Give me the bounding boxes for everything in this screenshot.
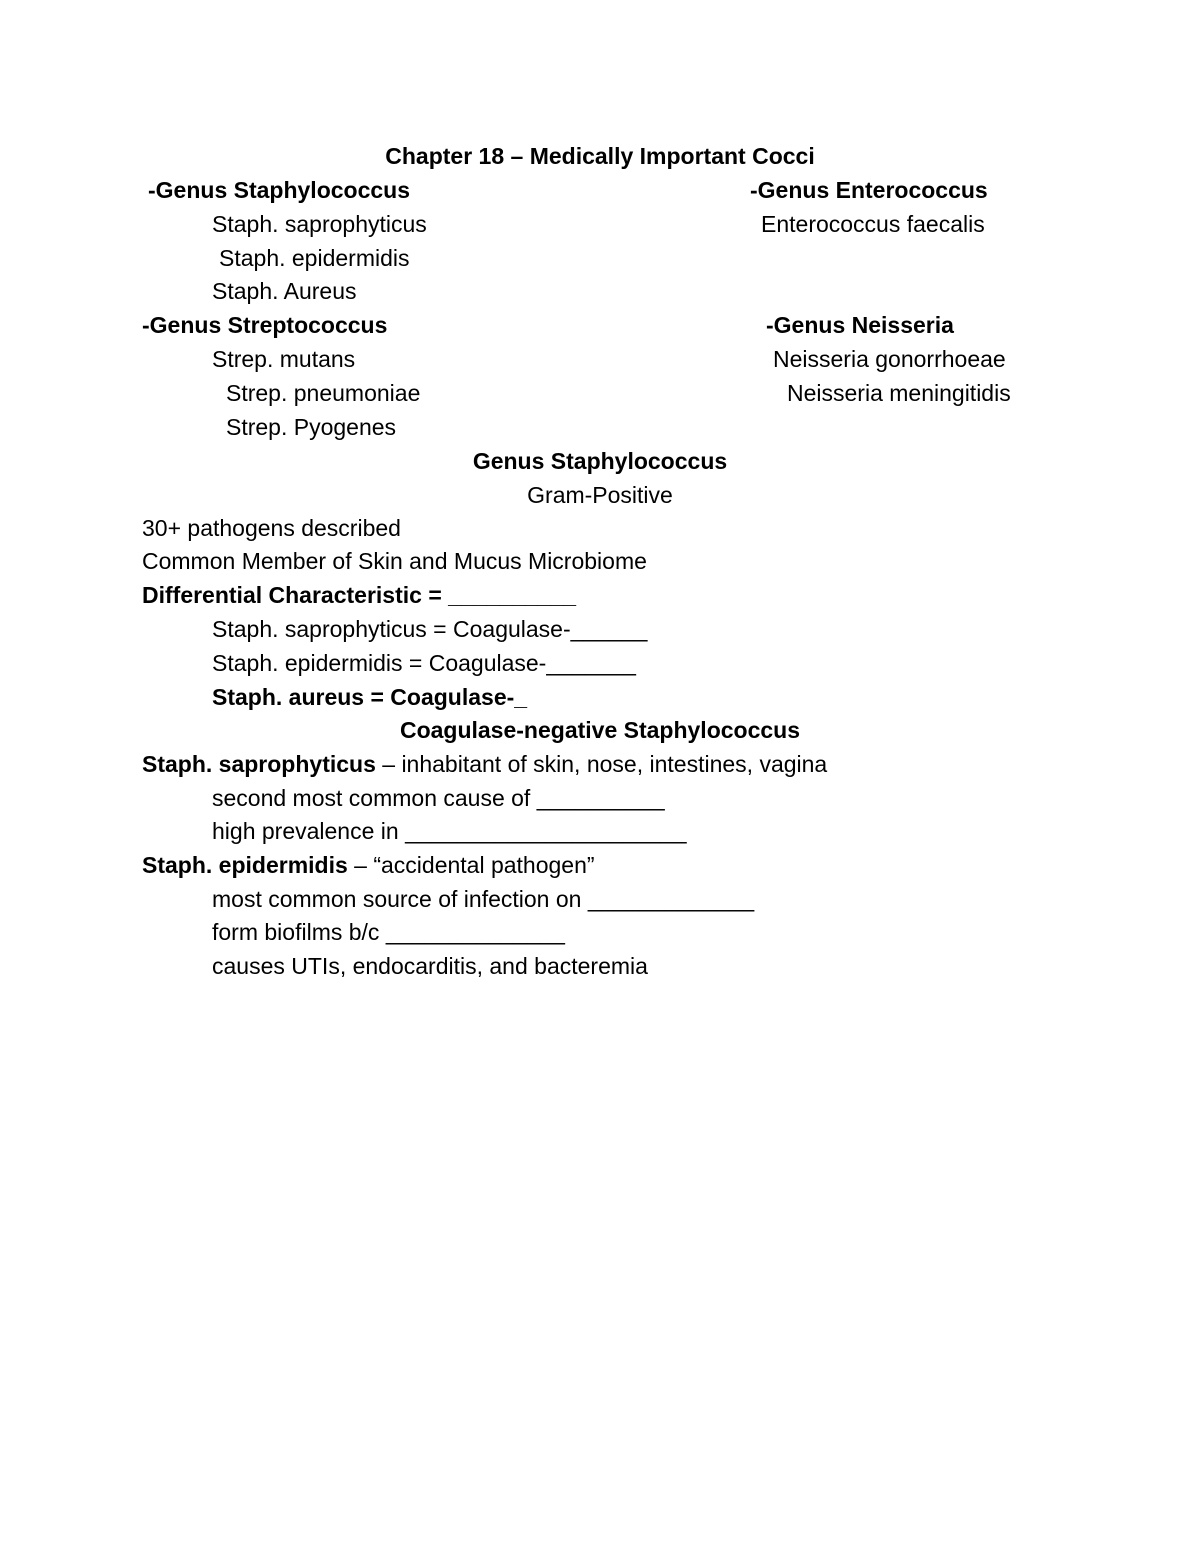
species-item: Strep. Pyogenes [226,414,397,440]
note-line: most common source of infection on _____________ [212,886,755,912]
species-item: Enterococcus faecalis [761,211,985,237]
note-line: high prevalence in ______________________ [212,818,687,844]
species-item: Strep. mutans [212,346,356,372]
coagulase-line: Staph. aureus = Coagulase-_ [212,684,528,710]
note-line: form biofilms b/c ______________ [212,919,565,945]
species-item: Staph. epidermidis [219,245,410,271]
species-description: – “accidental pathogen” [347,852,595,878]
genus-neisseria-label: -Genus Neisseria [766,312,954,338]
genus-enterococcus-label: -Genus Enterococcus [750,177,988,203]
species-name: Staph. epidermidis [142,852,348,878]
species-name: Staph. saprophyticus [142,751,376,777]
species-description: – inhabitant of skin, nose, intestines, vagina [375,751,828,777]
section-subheading: Gram-Positive [527,482,673,508]
species-item: Staph. saprophyticus [212,211,427,237]
species-item: Strep. pneumoniae [226,380,421,406]
species-item: Neisseria gonorrhoeae [773,346,1006,372]
genus-staphylococcus-label: -Genus Staphylococcus [148,177,411,203]
note-line: 30+ pathogens described [142,515,401,541]
page-title: Chapter 18 – Medically Important Cocci [385,143,815,169]
species-item: Staph. Aureus [212,278,357,304]
genus-streptococcus-label: -Genus Streptococcus [142,312,388,338]
epidermidis-entry [142,854,595,877]
note-line: Common Member of Skin and Mucus Microbiome [142,548,647,574]
note-line: causes UTIs, endocarditis, and bacteremia [212,953,648,979]
saprophyticus-entry [142,753,827,776]
note-line: second most common cause of __________ [212,785,665,811]
section-heading-coagulase-negative: Coagulase-negative Staphylococcus [399,717,801,743]
coagulase-line: Staph. epidermidis = Coagulase-_______ [212,650,636,676]
species-item: Neisseria meningitidis [787,380,1011,406]
section-heading-staphylococcus: Genus Staphylococcus [472,448,728,474]
coagulase-line: Staph. saprophyticus = Coagulase-______ [212,616,648,642]
differential-characteristic-line: Differential Characteristic = __________ [142,582,577,608]
